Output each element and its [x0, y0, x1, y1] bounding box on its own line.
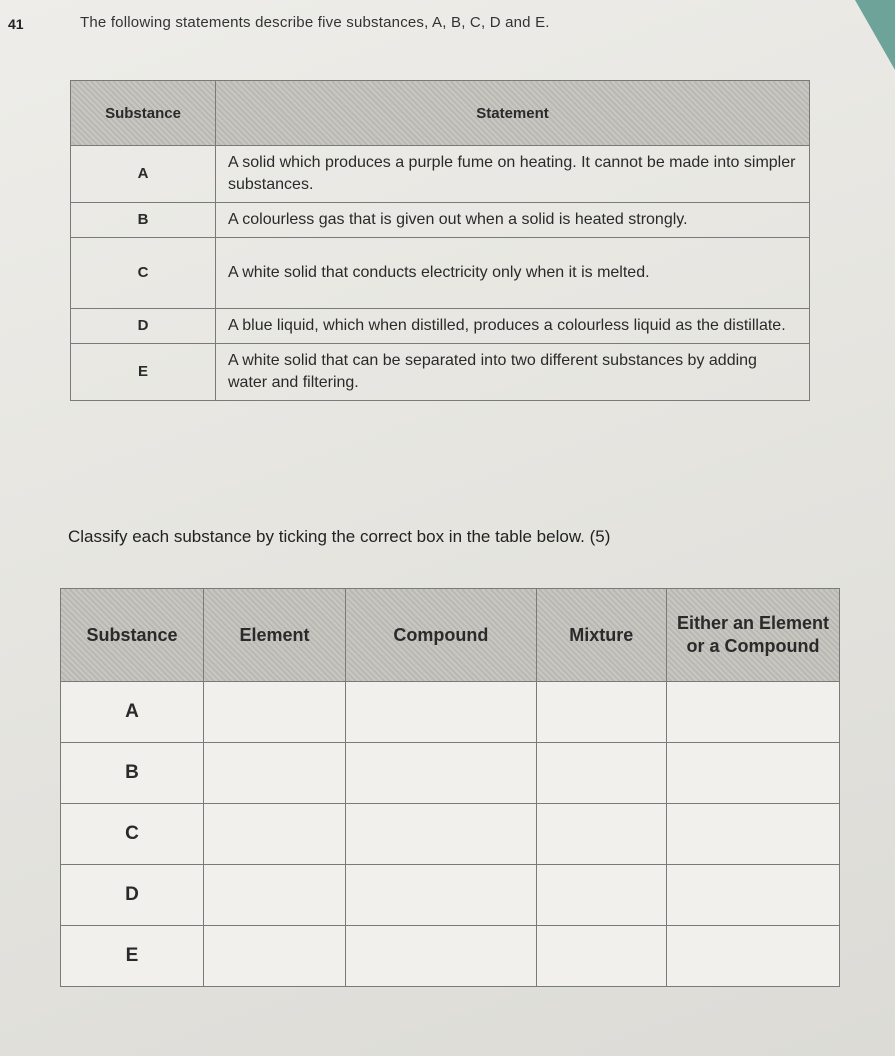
substance-label: D: [61, 865, 204, 926]
table-row: [61, 804, 840, 865]
tick-box-compound[interactable]: [346, 926, 537, 987]
question-text: The following statements describe five substances, A, B, C, D and E.: [80, 14, 550, 31]
tick-box-mixture[interactable]: [536, 743, 666, 804]
statement-text: A blue liquid, which when distilled, produces a colourless liquid as the distillate.: [216, 309, 810, 344]
substance-label: E: [71, 344, 216, 401]
substance-label: A: [61, 682, 204, 743]
substance-label: B: [61, 743, 204, 804]
tick-box-compound[interactable]: [346, 865, 537, 926]
substance-label: E: [61, 926, 204, 987]
classification-table: [60, 588, 840, 987]
statement-text: A white solid that conducts electricity only when it is melted.: [216, 238, 810, 309]
header-either: Either an Element or a Compound: [667, 589, 840, 682]
tick-box-element[interactable]: [204, 682, 346, 743]
table-row: [61, 865, 840, 926]
tick-box-either[interactable]: [667, 682, 840, 743]
table-row: [71, 146, 810, 203]
tick-box-element[interactable]: [204, 865, 346, 926]
tick-box-compound[interactable]: [346, 743, 537, 804]
statement-text: A colourless gas that is given out when a solid is heated strongly.: [216, 203, 810, 238]
tick-box-element[interactable]: [204, 804, 346, 865]
background-corner: [855, 0, 895, 70]
header-statement: Statement: [216, 81, 810, 146]
header-mixture: Mixture: [536, 589, 666, 682]
header-element: Element: [204, 589, 346, 682]
tick-box-mixture[interactable]: [536, 926, 666, 987]
header-substance: Substance: [61, 589, 204, 682]
header-substance: Substance: [71, 81, 216, 146]
statement-text: A white solid that can be separated into two different substances by adding water and filtering.: [216, 344, 810, 401]
substance-label: C: [71, 238, 216, 309]
tick-box-either[interactable]: [667, 743, 840, 804]
table-row: [71, 344, 810, 401]
table-row: [71, 203, 810, 238]
tick-box-mixture[interactable]: [536, 804, 666, 865]
tick-box-either[interactable]: [667, 804, 840, 865]
tick-box-mixture[interactable]: [536, 865, 666, 926]
table-row: [71, 309, 810, 344]
tick-box-mixture[interactable]: [536, 682, 666, 743]
table-row: [71, 238, 810, 309]
statement-table-header: [71, 81, 810, 146]
tick-box-either[interactable]: [667, 926, 840, 987]
table-row: [61, 682, 840, 743]
substance-label: B: [71, 203, 216, 238]
tick-box-element[interactable]: [204, 743, 346, 804]
table-row: [61, 926, 840, 987]
tick-box-either[interactable]: [667, 865, 840, 926]
substance-label: A: [71, 146, 216, 203]
classify-instruction: Classify each substance by ticking the correct box in the table below. (5): [68, 527, 611, 546]
tick-box-compound[interactable]: [346, 804, 537, 865]
table-row: [61, 743, 840, 804]
tick-box-compound[interactable]: [346, 682, 537, 743]
question-number: 41: [8, 16, 24, 32]
tick-box-element[interactable]: [204, 926, 346, 987]
statement-text: A solid which produces a purple fume on heating. It cannot be made into simpler substances.: [216, 146, 810, 203]
statement-table: [70, 80, 810, 401]
substance-label: D: [71, 309, 216, 344]
substance-label: C: [61, 804, 204, 865]
classification-table-header: [61, 589, 840, 682]
header-compound: Compound: [346, 589, 537, 682]
